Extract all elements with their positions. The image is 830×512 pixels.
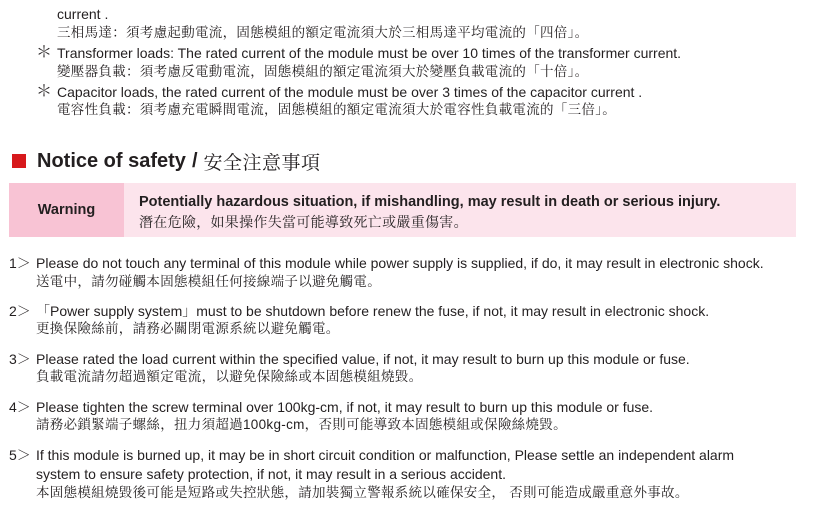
section-heading [12,146,321,176]
section-title-en: Notice of safety [37,149,186,172]
transformer-note-zh: 變壓器負載：須考慮反電動電流，固態模組的額定電流須大於變壓負載電流的「十倍」。 [57,64,589,79]
item-number: 1＞ [9,255,31,271]
capacitor-note-zh: 電容性負載：須考慮充電瞬間電流，固態模組的額定電流須大於電容性負載電流的「三倍」。 [57,102,617,117]
item-text-en: If this module is burned up, it may be in short circuit condition or malfunction, Please settle an independent alarm [36,447,735,463]
warning-box [9,183,796,237]
section-title-zh: 安全注意事項 [203,152,321,174]
item-text-en: Please do not touch any terminal of this module while power supply is supplied, if do, it may result in electronic shock. [36,255,764,271]
item-text-zh: 本固態模組燒毀後可能是短路或失控狀態，請加裝獨立警報系統以確保安全， 否則可能造成嚴重意外事故。 [36,485,689,500]
item-text-zh: 更換保險絲前，請務必關閉電源系統以避免觸電。 [36,321,340,336]
top-text-line: current . [57,6,109,22]
section-title-separator: / [191,149,198,172]
item-text-en: 「Power supply system」must to be shutdown before renew the fuse, if not, it may result in electronic shock. [36,303,710,319]
item-number: 3＞ [9,351,31,367]
top-text-line-zh: 三相馬達：須考慮起動電流，固態模組的額定電流須大於三相馬達平均電流的「四倍」。 [57,25,589,40]
warning-label: Warning [9,183,124,237]
item-text-en-continued: system to ensure safety protection, if not, it may result in a serious accident. [36,466,506,482]
item-text-en: Please tighten the screw terminal over 100kg-cm, if not, it may result to burn up this module or fuse. [36,399,654,415]
warning-text-en: Potentially hazardous situation, if mishandling, may result in death or serious injury. [139,194,721,210]
capacitor-note: Capacitor loads, the rated current of the module must be over 3 times of the capacitor current . [57,84,643,100]
item-text-zh: 負載電流請勿超過額定電流，以避免保險絲或本固態模組燒毀。 [36,369,423,384]
item-text-zh: 請務必鎖緊端子螺絲，扭力須超過100kg-cm，否則可能導致本固態模組或保險絲燒毀。 [36,417,567,432]
asterisk-bullet-icon: ＊ [36,44,53,61]
item-number: 5＞ [9,447,31,463]
transformer-note: Transformer loads: The rated current of the module must be over 10 times of the transformer current. [57,45,682,61]
warning-text-zh: 潛在危險，如果操作失當可能導致死亡或嚴重傷害。 [139,214,468,230]
item-number: 4＞ [9,399,31,415]
item-number: 2＞ [9,303,31,319]
asterisk-bullet-icon: ＊ [36,83,53,100]
item-text-en: Please rated the load current within the specified value, if not, it may result to burn up this module or fuse. [36,351,690,367]
red-square-icon [12,154,26,168]
item-text-zh: 送電中，請勿碰觸本固態模組任何接線端子以避免觸電。 [36,274,381,289]
